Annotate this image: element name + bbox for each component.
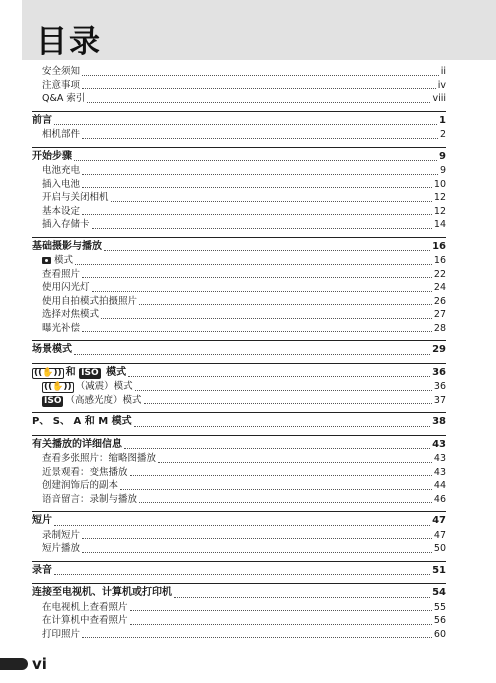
toc-entry-label [42,205,80,219]
dot-leader [82,74,439,76]
toc-page-number: 27 [433,309,446,320]
toc-entry[interactable] [32,628,446,642]
toc-chapter-heading[interactable] [32,366,446,381]
toc-page-number: 9 [439,150,446,162]
toc-entry[interactable] [32,281,446,295]
toc-page-number: 28 [433,322,446,334]
section-rule [32,237,446,238]
vibration-reduction-icon: ((✋)) [44,382,72,392]
toc-page-number: 36 [433,381,446,392]
toc-page-number: 56 [433,615,446,626]
toc-entry[interactable] [32,452,446,466]
toc-page-number: 55 [433,601,446,613]
toc-page-number: 47 [433,529,446,541]
toc-entry-text: 使用自拍模式拍摄照片 [42,295,138,307]
toc-entry-label [32,415,132,430]
toc-entry-label [42,178,80,192]
dot-leader [74,353,430,355]
dot-leader [139,501,432,503]
section-rule [32,511,446,512]
toc-entry-label [42,281,90,295]
toc-entry-label [42,322,80,336]
toc-entry-label [42,614,128,628]
toc-page-number: 22 [433,268,446,280]
toc-entry-text: 在电视机上查看照片 [42,601,128,613]
toc-entry-text: 基本设定 [42,205,81,217]
toc-entry-text: 查看照片 [42,268,81,280]
toc-page-number: 16 [433,255,446,266]
toc-entry-label [32,586,172,601]
toc-section [32,65,446,106]
toc-page-number: 2 [439,129,446,140]
toc-entry[interactable] [32,79,446,93]
section-rule [32,412,446,413]
toc-page-number: 10 [433,178,446,190]
toc-page-number: 26 [433,295,446,307]
dot-leader [75,263,432,265]
toc-entry-label [32,150,72,165]
toc-page-number: 36 [432,366,446,378]
toc-page-number: 60 [433,628,446,640]
toc-section [32,142,446,232]
toc-entry-label [42,254,73,268]
toc-entry[interactable] [32,479,446,493]
dot-leader [82,137,438,139]
section-rule [32,561,446,562]
toc-entry-text: （减震）模式 [75,381,133,392]
toc-section [32,430,446,507]
dot-leader [111,200,432,202]
toc-entry-text: 查看多张照片：缩略图播放 [42,453,157,464]
toc-page-number: 24 [433,282,446,293]
dot-leader [104,249,430,251]
toc-section [32,556,446,579]
toc-entry-text: 录音 [32,564,52,576]
section-rule [32,340,446,341]
toc-chapter-heading[interactable] [32,150,446,165]
toc-entry-text: 相机部件 [42,129,81,140]
toc-entry-text: 短片播放 [42,543,81,554]
dot-leader [82,186,432,188]
toc-entry[interactable] [32,322,446,336]
toc-entry-label [42,191,109,205]
toc-chapter-heading[interactable] [32,415,446,430]
high-iso-icon: ISO [81,367,99,378]
toc-entry-text: 开启与关闭相机 [42,192,109,203]
toc-entry-label [42,542,80,556]
dot-leader [130,474,432,476]
toc-entry[interactable] [32,601,446,615]
toc-chapter-heading[interactable] [32,586,446,601]
dot-leader [82,330,432,332]
toc-entry[interactable] [32,191,446,205]
dot-leader [92,227,432,229]
toc-page-number: 9 [439,165,446,176]
toc-entry-label [42,218,90,232]
dot-leader [82,276,432,278]
toc-entry-text: 插入存储卡 [42,219,90,230]
dot-leader [135,389,432,391]
toc-entry-text: 使用闪光灯 [42,282,90,293]
toc-section [32,106,446,142]
dot-leader [158,461,432,463]
toc-entry-text: 录制短片 [42,529,81,541]
toc-page-number: 46 [433,493,446,505]
toc-entry-suffix: 模式 [102,366,127,378]
toc-chapter-heading[interactable] [32,438,446,453]
dot-leader [101,317,432,319]
toc-page-number: 47 [432,515,446,526]
toc-entry[interactable] [32,493,446,507]
toc-page-number: 14 [433,219,446,230]
toc-page-number: 43 [433,466,446,478]
toc-entry[interactable] [32,295,446,309]
dot-leader [87,101,430,103]
toc-entry-text: 近景观看：变焦播放 [42,466,128,478]
toc-entry-label [42,380,133,394]
dot-leader [54,524,430,526]
page-title: 目录 [36,24,102,60]
toc-entry-label [32,366,126,381]
dot-leader [134,425,430,427]
toc-chapter-heading[interactable] [32,514,446,529]
dot-leader [139,303,432,305]
dot-leader [174,596,430,598]
dot-leader [124,447,430,449]
page-tab-marker [0,658,28,670]
dot-leader [74,159,437,161]
toc-entry-label [42,394,142,408]
section-rule [32,363,446,364]
dot-leader [82,636,432,638]
toc-entry-text: 安全须知 [42,66,81,77]
toc-chapter-heading[interactable] [32,114,446,129]
toc-section [32,407,446,430]
toc-entry-text: 在计算机中查看照片 [42,615,128,626]
dot-leader [82,173,438,175]
toc-entry-text: 和 [65,366,76,378]
toc-entry-text: Q&A 索引 [42,93,86,104]
dot-leader [82,537,432,539]
toc-entry[interactable] [32,394,446,408]
toc-page-number: 43 [432,438,446,450]
toc-entry-label [32,343,72,358]
toc-entry-label [32,114,52,129]
dot-leader [92,290,432,292]
toc-entry-label [42,164,80,178]
toc-entry-label [42,308,99,322]
dot-leader [54,123,437,125]
toc-page-number: 38 [432,416,446,427]
toc-entry[interactable] [32,268,446,282]
toc-section [32,358,446,408]
section-rule [32,435,446,436]
toc-entry-text: P、 S、 A 和 M 模式 [32,416,132,427]
toc-page-number: viii [432,93,446,104]
toc-entry-text: 曝光补偿 [42,322,81,334]
toc-entry[interactable] [32,92,446,106]
toc-entry[interactable] [32,466,446,480]
table-of-contents [32,65,446,641]
toc-entry[interactable] [32,614,446,628]
toc-entry-label [42,65,80,79]
toc-page-number: 37 [433,394,446,406]
dot-leader [128,375,430,377]
toc-entry-text: 语音留言：录制与播放 [42,493,138,505]
toc-entry-label [42,128,80,142]
toc-entry-text: 选择对焦模式 [42,309,100,320]
dot-leader [130,623,432,625]
toc-entry-label [42,529,80,543]
toc-entry[interactable] [32,178,446,192]
toc-page-number: 50 [433,543,446,554]
toc-page-number: 12 [433,205,446,217]
toc-page-number: 1 [439,114,446,126]
toc-entry-text: 短片 [32,515,52,526]
toc-page-number: iv [437,79,446,91]
toc-entry-label [42,268,80,282]
dot-leader [82,87,436,89]
toc-entry-label [42,479,118,493]
dot-leader [130,609,432,611]
toc-entry-text: 前言 [32,114,52,126]
dot-leader [54,573,430,575]
toc-entry-label [42,92,85,106]
toc-entry[interactable] [32,164,446,178]
toc-entry-text: 场景模式 [32,344,72,355]
toc-entry-text: 有关播放的详细信息 [32,438,122,450]
toc-entry[interactable] [32,308,446,322]
high-iso-icon: ISO [44,395,62,406]
toc-entry[interactable] [32,542,446,556]
section-rule [32,111,446,112]
toc-entry[interactable] [32,380,446,394]
toc-page-number: 29 [432,344,446,355]
toc-entry[interactable] [32,128,446,142]
toc-section [32,335,446,358]
dot-leader [82,551,432,553]
toc-entry[interactable] [32,65,446,79]
toc-page-number: 51 [432,564,446,576]
toc-entry-text: 注意事项 [42,79,81,91]
toc-chapter-heading[interactable] [32,240,446,255]
toc-entry[interactable] [32,254,446,268]
toc-page-number: 43 [433,453,446,464]
toc-entry-text: 模式 [54,255,74,266]
toc-entry-text: 插入电池 [42,178,81,190]
toc-entry-text: 创建润饰后的副本 [42,480,119,491]
toc-section [32,232,446,336]
toc-page-number: ii [440,66,446,77]
toc-page-number: 54 [432,587,446,598]
toc-entry-text: 基础摄影与播放 [32,240,102,252]
vibration-reduction-icon: ((✋)) [34,367,62,378]
toc-entry-label [32,240,102,255]
toc-entry-label [42,79,80,93]
toc-entry-text: 打印照片 [42,628,81,640]
toc-entry-label [32,438,122,453]
toc-entry-label [32,514,52,529]
dot-leader [120,488,432,490]
toc-page-number: 44 [433,480,446,491]
toc-chapter-heading[interactable] [32,343,446,358]
dot-leader [82,213,432,215]
toc-page-number: 12 [433,192,446,203]
toc-chapter-heading[interactable] [32,564,446,579]
toc-entry-text: 开始步骤 [32,150,72,162]
toc-entry-label [42,493,137,507]
toc-entry[interactable] [32,205,446,219]
toc-entry-label [42,295,137,309]
toc-section [32,578,446,641]
page-number: vi [32,655,47,673]
toc-entry-label [42,452,156,466]
toc-entry-label [42,628,80,642]
dot-leader [144,402,432,404]
toc-entry-label [42,466,128,480]
toc-entry-label [32,564,52,579]
camera-icon [42,257,51,264]
toc-entry[interactable] [32,529,446,543]
toc-entry-text: 电池充电 [42,165,81,176]
section-rule [32,583,446,584]
toc-entry[interactable] [32,218,446,232]
toc-entry-label [42,601,128,615]
toc-section [32,506,446,556]
toc-entry-text: （高感光度）模式 [65,394,142,406]
section-rule [32,147,446,148]
toc-page-number: 16 [432,240,446,252]
toc-entry-text: 连接至电视机、计算机或打印机 [32,587,172,598]
